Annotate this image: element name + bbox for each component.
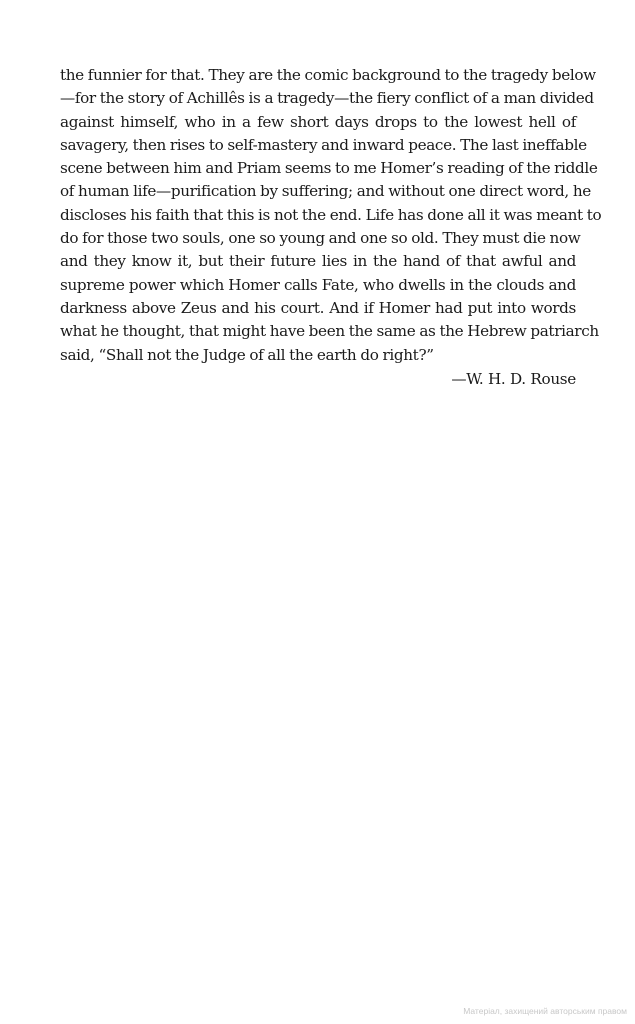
text-line: savagery, then rises to self-mastery and inward peace. The last ineffable xyxy=(60,135,587,154)
text-line: said, “Shall not the Judge of all the earth do right?” xyxy=(60,345,434,364)
text-line: what he thought, that might have been the same as the Hebrew patriarch xyxy=(60,322,599,341)
text-line: scene between him and Priam seems to me Homer’s reading of the riddle xyxy=(60,159,598,178)
text-line: discloses his faith that this is not the end. Life has done all it was meant to xyxy=(60,205,602,224)
text-line: —for the story of Achillês is a tragedy—the fiery conflict of a man divided xyxy=(60,89,594,108)
text-line: supreme power which Homer calls Fate, who dwells in the clouds and xyxy=(60,275,576,294)
text-line: darkness above Zeus and his court. And if Homer had put into words xyxy=(60,298,576,317)
text-line: the funnier for that. They are the comic background to the tragedy below xyxy=(60,66,596,84)
text-line: against himself, who in a few short days drops to the lowest hell of xyxy=(60,112,576,131)
copyright-watermark: Матеріал, захищений авторським правом xyxy=(463,1006,627,1016)
author-attribution: —W. H. D. Rouse xyxy=(451,370,576,388)
text-line: do for those two souls, one so young and one so old. They must die now xyxy=(60,229,581,248)
text-line: of human life—purification by suffering; and without one direct word, he xyxy=(60,182,591,201)
text-line: and they know it, but their future lies in the hand of that awful and xyxy=(60,252,576,271)
body-paragraph xyxy=(60,64,602,367)
